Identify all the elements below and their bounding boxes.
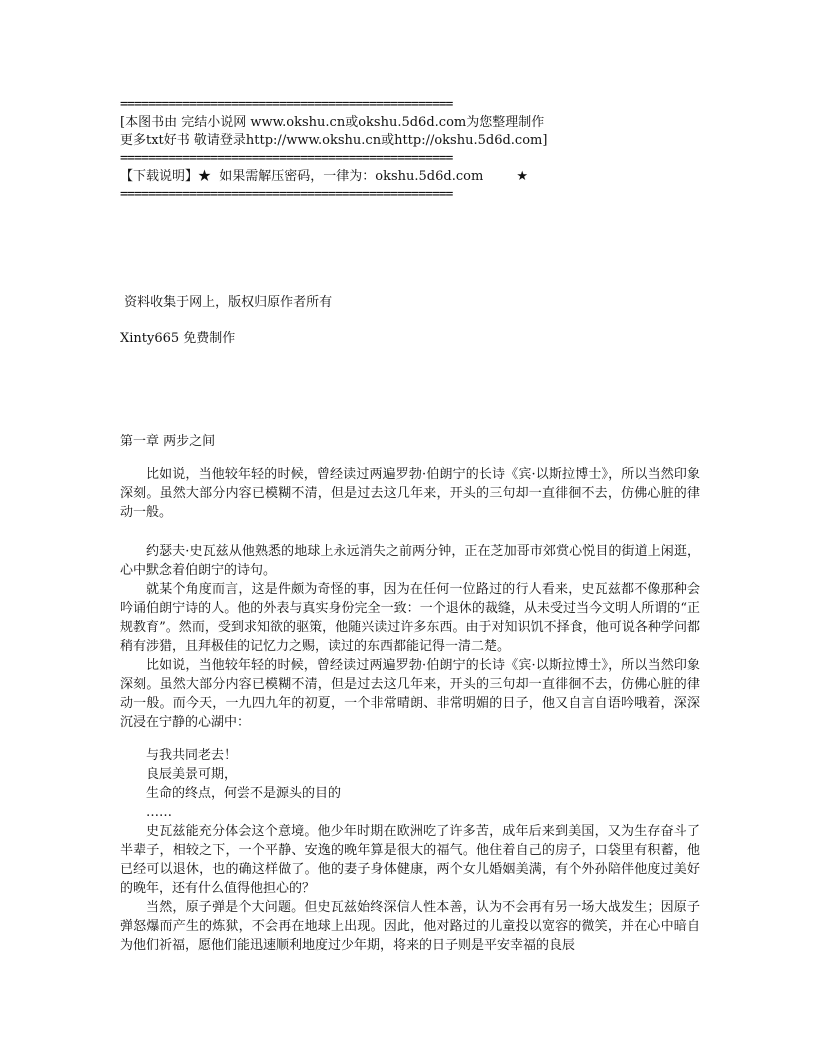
copyright-note: 资料收集于网上，版权归原作者所有 <box>120 295 333 310</box>
download-note: 【下载说明】★ 如果需解压密码，一律为：okshu.5d6d.com ★ <box>120 169 528 184</box>
separator-line: ================================================ <box>120 187 453 202</box>
maker-credit: Xinty665 免费制作 <box>120 331 236 346</box>
poem-line: 生命的终点，何尝不是源头的目的 <box>146 786 342 801</box>
paragraph: 比如说，当他较年轻的时候，曾经读过两遍罗勃·伯朗宁的长诗《宾·以斯拉博士》，所以当然印象深刻。虽然大部分内容已模糊不清，但是过去这几年来，开头的三句却一直徘徊不去，仿佛心脏的律动一般。而今天，一九四九年的初夏，一个非常晴朗、非常明媚的日子，他又自言自语吟哦着，深深沉浸在宁静的心湖中： <box>120 658 700 730</box>
paragraph: 当然，原子弹是个大问题。但史瓦兹始终深信人性本善，认为不会再有另一场大战发生；因原子弹怒爆而产生的炼狱，不会再在地球上出现。因此，他对路过的儿童投以宽容的微笑，并在心中暗自为他们祈福，愿他们能迅速顺利地度过少年期，将来的日子则是平安幸福的良辰 <box>120 900 700 953</box>
chapter-title: 第一章 两步之间 <box>120 434 216 449</box>
poem-block <box>120 746 700 822</box>
separator-line: ================================================ <box>120 151 453 166</box>
paragraph: 史瓦兹能充分体会这个意境。他少年时期在欧洲吃了许多苦，成年后来到美国，又为生存奋斗了半辈子，相较之下，一个平静、安逸的晚年算是很大的福气。他住着自己的房子，口袋里有积蓄，他已经可以退休，也的确这样做了。他的妻子身体健康，两个女儿婚姻美满，有个外孙陪伴他度过美好的晚年，还有什么值得他担心的？ <box>120 824 700 896</box>
paragraph: 约瑟夫·史瓦兹从他熟悉的地球上永远消失之前两分钟，正在芝加哥市郊赏心悦目的街道上闲逛，心中默念着伯朗宁的诗句。 <box>120 544 700 578</box>
document-page <box>120 96 700 955</box>
poem-line: 良辰美景可期， <box>146 767 238 782</box>
separator-line: ================================================ <box>120 97 453 112</box>
header-source-line: [本图书由 完结小说网 www.okshu.cn或okshu.5d6d.com为您整理制作 <box>120 115 545 130</box>
poem-line: …… <box>146 805 172 820</box>
paragraph: 就某个角度而言，这是件颇为奇怪的事，因为在任何一位路过的行人看来，史瓦兹都不像那种会吟诵伯朗宁诗的人。他的外表与真实身份完全一致：一个退休的裁缝，从未受过当今文明人所谓的“正规教育”。然而，受到求知欲的驱策，他随兴读过许多东西。由于对知识饥不择食，他可说各种学问都稍有涉猎，且拜极佳的记忆力之赐，读过的东西都能记得一清二楚。 <box>120 582 700 654</box>
header-website-line: 更多txt好书 敬请登录http://www.okshu.cn或http://okshu.5d6d.com] <box>120 133 548 148</box>
poem-line: 与我共同老去！ <box>146 748 238 763</box>
paragraph: 比如说，当他较年轻的时候，曾经读过两遍罗勃·伯朗宁的长诗《宾·以斯拉博士》，所以当然印象深刻。虽然大部分内容已模糊不清，但是过去这几年来，开头的三句却一直徘徊不去，仿佛心脏的律动一般。 <box>120 467 700 520</box>
